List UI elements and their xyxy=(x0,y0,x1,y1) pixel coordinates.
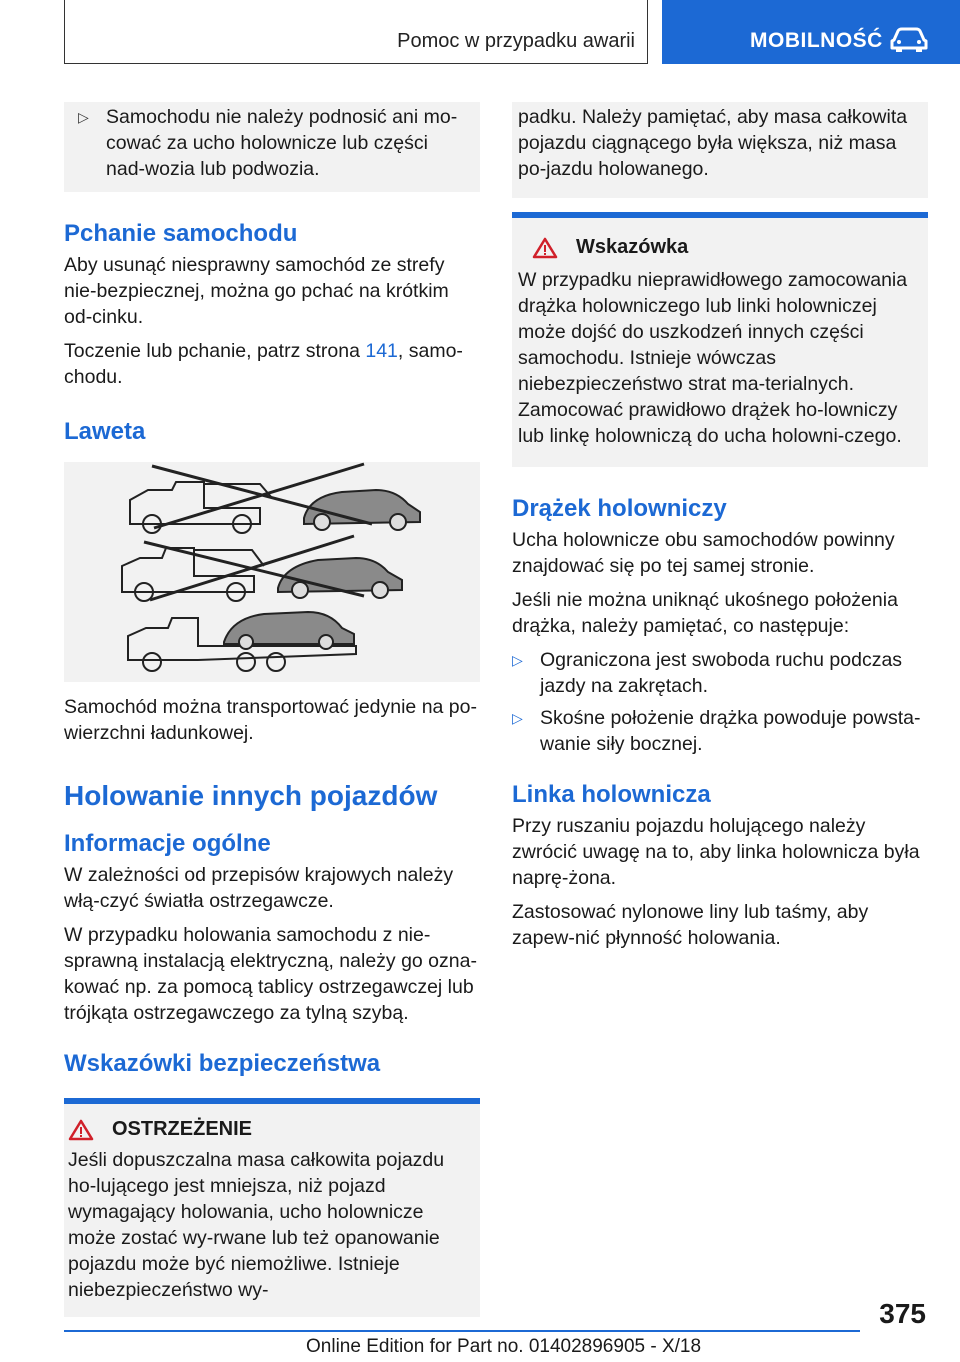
rope-heading: Linka holownicza xyxy=(512,781,711,808)
note-box xyxy=(64,102,480,192)
info-heading: Informacje ogólne xyxy=(64,830,271,857)
hint-title: Wskazówka xyxy=(576,236,689,258)
push-reference-tail: , samo‐chodu. xyxy=(64,340,463,388)
warning-text: Jeśli dopuszczalna masa całkowita pojazdu ho‐lującego jest mniejsza, niż pojazd wymagający holowania, ucho holownicze może zostać wy‐rwane lub też opanowanie pojazdu może być niemożliwe. Istnieje niebezpieczeństwo wy‐ xyxy=(68,1149,445,1301)
tow-heading: Holowanie innych pojazdów xyxy=(64,780,438,811)
push-reference xyxy=(64,338,480,390)
push-reference-text: Toczenie lub pchanie, patrz strona xyxy=(64,340,366,362)
bar-paragraph-2: Jeśli nie można uniknąć ukośnego położenia drążka, należy pamiętać, co następuje: xyxy=(512,589,898,637)
header-title: Pomoc w przypadku awarii xyxy=(397,30,635,52)
warning-triangle-icon xyxy=(68,1119,94,1141)
info-paragraph-1: W zależności od przepisów krajowych należy włą‐czyć światła ostrzegawcze. xyxy=(64,864,454,912)
info-paragraph-2: W przypadku holowania samochodu z nie‐sprawną instalacją elektryczną, należy go ozna‐kować np. za pomocą tablicy ostrzegawczej lub trójkąta ostrzegawczego za tylną szybą. xyxy=(64,924,477,1024)
safety-heading: Wskazówki bezpieczeństwa xyxy=(64,1050,381,1077)
bar-heading: Drążek holowniczy xyxy=(512,495,727,522)
hint-box xyxy=(512,212,928,467)
edition-note: Online Edition for Part no. 01402896905 - X/18 xyxy=(306,1336,702,1357)
note-text: Samochodu nie należy podnosić ani mo‐cować za ucho holownicze lub części nad‐wozia lub podwozia. xyxy=(106,106,458,180)
header-bar xyxy=(64,0,648,64)
page-number: 375 xyxy=(879,1298,926,1329)
transported-car xyxy=(224,612,354,649)
push-paragraph: Aby usunąć niesprawny samochód ze strefy nie‐bezpiecznej, można go pchać na krótkim od‐cinku. xyxy=(64,254,449,328)
towing-diagram-image xyxy=(64,462,480,682)
towing-illustration xyxy=(64,462,480,682)
tow-truck-1 xyxy=(130,482,272,533)
warning-box xyxy=(64,1098,480,1317)
right-column xyxy=(512,102,928,959)
bullet-triangle-icon: ▷ xyxy=(512,710,523,726)
bullet-triangle-icon: ▷ xyxy=(78,109,89,125)
tow-truck-2 xyxy=(122,548,264,601)
continued-box xyxy=(512,102,928,198)
list-item-text: Ograniczona jest swoboda ruchu podczas jazdy na zakrętach. xyxy=(540,649,903,697)
rope-paragraph-2: Zastosować nylonowe liny lub taśmy, aby zapew‐nić płynność holowania. xyxy=(512,901,869,949)
hint-triangle-icon xyxy=(532,237,558,259)
bar-paragraph-1: Ucha holownicze obu samochodów powinny znajdować się po tej samej stronie. xyxy=(512,529,895,577)
list-item-text: Skośne położenie drążka powoduje powsta‐wanie siły bocznej. xyxy=(540,707,921,755)
hint-header xyxy=(518,236,916,259)
laweta-caption: Samochód można transportować jedynie na po‐wierzchni ładunkowej. xyxy=(64,696,477,744)
bullet-triangle-icon: ▷ xyxy=(512,652,523,668)
left-column xyxy=(64,102,480,1317)
footer-divider xyxy=(64,1330,860,1332)
page-link[interactable]: 141 xyxy=(365,340,398,362)
list-item xyxy=(512,705,928,757)
push-heading: Pchanie samochodu xyxy=(64,220,298,247)
list-item xyxy=(512,647,928,699)
continued-text: padku. Należy pamiętać, aby masa całkowita pojazdu ciągnącego była większa, niż masa po‐jazdu holowanego. xyxy=(518,106,908,180)
hint-text: W przypadku nieprawidłowego zamocowania drążka holowniczego lub linki holowniczej może dojść do uszkodzeń innych części samochodu. Istnieje wówczas niebezpieczeństwo strat ma‐terialnych. Zamocować prawidłowo drążek ho‐lowniczy lub linkę holowniczą do ucha holowni‐czego. xyxy=(518,269,908,447)
section-tab-label: MOBILNOŚĆ xyxy=(750,29,883,52)
rope-paragraph-1: Przy ruszaniu pojazdu holującego należy zwrócić uwagę na to, aby linka holownicza była naprę‐żona. xyxy=(512,815,920,889)
warning-title: OSTRZEŻENIE xyxy=(112,1118,253,1140)
note-item xyxy=(64,104,462,182)
laweta-heading: Laweta xyxy=(64,418,146,445)
section-tab[interactable] xyxy=(662,0,960,64)
car-icon xyxy=(890,26,928,52)
warning-header xyxy=(68,1118,466,1141)
